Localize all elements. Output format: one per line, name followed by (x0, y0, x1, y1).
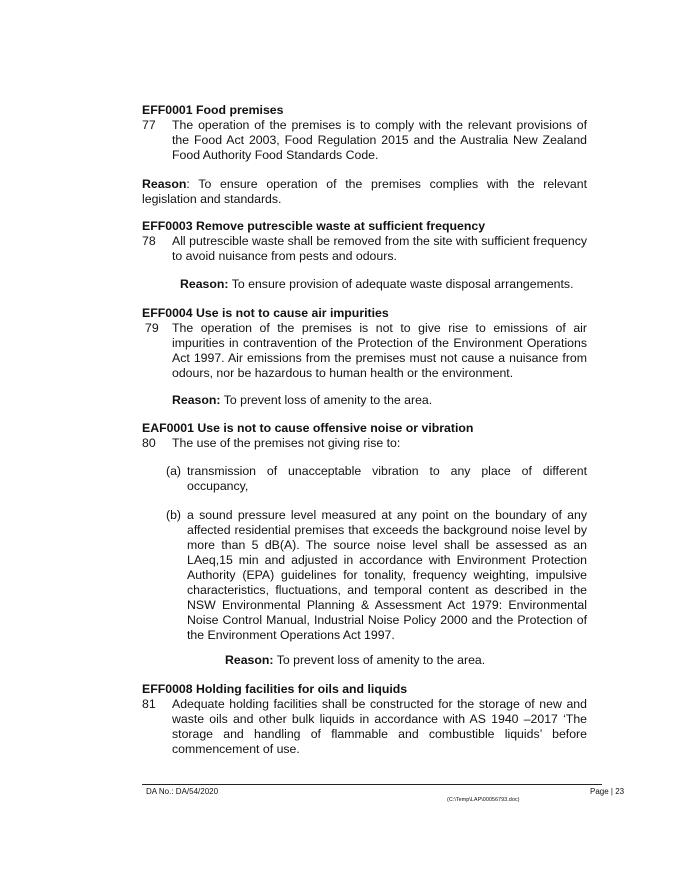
condition-number: 77 (142, 118, 156, 132)
condition-number: 78 (142, 234, 156, 248)
reason-label: Reason (142, 177, 187, 191)
footer-divider (142, 784, 602, 785)
reason-paragraph (172, 393, 587, 408)
list-item-label: (b) (166, 508, 182, 522)
condition-text: The operation of the premises is not to give rise to emissions of air impurities in contravention of the Protection of the Environment Operations Act 1997. Air emissions from the premises must not cause a nuisance from odours, nor be hazardous to human health or the environment. (172, 321, 587, 380)
reason-paragraph (225, 653, 585, 668)
section-heading-putrescible-waste: EFF0003 Remove putrescible waste at sufficient frequency (142, 219, 486, 233)
reason-paragraph (180, 277, 590, 292)
footer-da-number: DA No.: DA/54/2020 (146, 787, 219, 796)
condition-text: Adequate holding facilities shall be constructed for the storage of new and waste oils and other bulk liquids in accordance with AS 1940 –2017 ‘The storage and handling of flammable and combustible liquids’ before commencement of use. (172, 697, 587, 756)
reason-text: : To ensure operation of the premises complies with the relevant legislation and standards. (142, 177, 587, 206)
footer-file-path: (C:\Temp\LAP\00056793.doc) (447, 797, 520, 803)
reason-label: Reason: (225, 653, 274, 667)
list-item-text: a sound pressure level measured at any point on the boundary of any affected residential premises that exceeds the background noise level by more than 5 dB(A). The source noise level shall be assessed as an LAeq,15 min and adjusted in accordance with Environment Protection Authority (EPA) guidelines for tonality, frequency weighting, impulsive characteristics, fluctuations, and temporal content as described in the NSW Environmental Planning & Assessment Act 1979: Environmental Noise Control Manual, Industrial Noise Policy 2000 and the Protection of the Environment Operations Act 1997. (187, 508, 587, 642)
reason-text: To prevent loss of amenity to the area. (273, 653, 486, 667)
condition-number: 80 (142, 436, 156, 450)
condition-number: 79 (145, 321, 159, 335)
section-heading-offensive-noise: EAF0001 Use is not to cause offensive noise or vibration (142, 421, 474, 435)
section-heading-air-impurities: EFF0004 Use is not to cause air impurities (142, 306, 389, 320)
condition-number: 81 (142, 697, 156, 711)
reason-text: To prevent loss of amenity to the area. (220, 393, 433, 407)
section-heading-oils-liquids: EFF0008 Holding facilities for oils and liquids (142, 682, 408, 696)
reason-text: To ensure provision of adequate waste disposal arrangements. (228, 277, 574, 291)
reason-paragraph (142, 177, 587, 207)
condition-text: All putrescible waste shall be removed from the site with sufficient frequency to avoid nuisance from pests and odours. (172, 234, 587, 263)
list-item-text: transmission of unacceptable vibration to any place of different occupancy, (187, 464, 587, 493)
reason-label: Reason: (172, 393, 221, 407)
reason-label: Reason: (180, 277, 229, 291)
section-heading-food-premises: EFF0001 Food premises (142, 103, 284, 117)
list-item-label: (a) (166, 464, 182, 478)
condition-text: The operation of the premises is to comply with the relevant provisions of the Food Act 2003, Food Regulation 2015 and the Australia New Zealand Food Authority Food Standards Code. (172, 118, 587, 162)
condition-text: The use of the premises not giving rise to: (172, 436, 401, 450)
footer-page-number: Page | 23 (590, 787, 625, 796)
